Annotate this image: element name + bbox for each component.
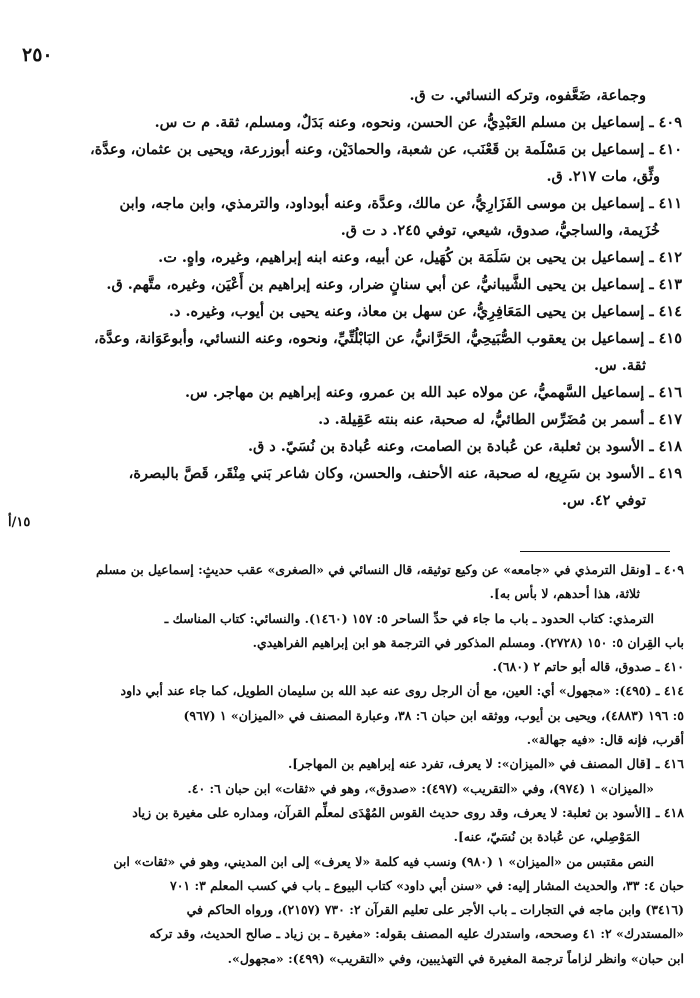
footnote-line: المَوْصِلي، عن عُبادة بن نُسَيّ، عنه]. (453, 829, 640, 845)
footnote-line: ٤٠٩ ـ [ونقل الترمذي في «جامعه» عن وكيع توثيقه، قال النسائي في «الصغرى» عقب حديثٍ: إسماعيل بن مسلم (96, 562, 684, 577)
entry-line: خُزَيمة، والساجيُّ، صدوق، شيعي، توفي ٢٤٥. د ت ق. (340, 222, 660, 239)
footnote-line: «الميزان» ١ (٩٧٤)، وفي «التقريب» (٤٩٧): «صدوق»، وهو في «ثقات» ابن حبان ٦: ٤٠. (187, 780, 654, 796)
page-number: ٢٥٠ (22, 44, 53, 66)
entry-line: ٤١٠ ـ إسماعيل بن مَسْلَمة بن قَعْنَب، عن شعبة، والحمادَيْن، وعنه أبوزرعة، ويحيى بن عثمان، وعدَّة، (90, 141, 682, 158)
entry-line: ٤١٤ ـ إسماعيل بن يحيى المَعَافِرِيُّ، عن سهل بن معاذ، وعنه يحيى بن أيوب، وغيره. د. (168, 303, 682, 320)
entry-line: ٤١٧ ـ أسمر بن مُضَرِّس الطائيُّ، له صحبة، عنه بنته عَقِيلة. د. (318, 411, 682, 428)
entry-line: وثِّق، مات ٢١٧. ق. (546, 168, 660, 185)
entry-line: ٤١٣ ـ إسماعيل بن يحيى الشَّيبانيُّ، عن أبي سنانٍ ضرار، وعنه إبراهيم بن أَعْيَن، وغيره، متَّهم. ق. (106, 276, 682, 293)
entry-line: ٤١٢ ـ إسماعيل بن يحيى بن سَلَمَة بن كُهَيل، عن أبيه، وعنه ابنه إبراهيم، وغيره، واهٍ. ت. (158, 249, 682, 266)
footnote-line: ٤١٦ ـ [قال المصنف في «الميزان»: لا يعرف، تفرد عنه إبراهيم بن المهاجر]. (287, 756, 684, 772)
footnote-line: ٥: ١٩٦ (٤٨٨٣)، ويحيى بن أيوب، ووثقه ابن حبان ٦: ٣٨، وعبارة المصنف في «الميزان» ١ (٩٦٧) (183, 707, 684, 723)
entry-line: ٤٠٩ ـ إسماعيل بن مسلم العَبْدِيُّ، عن الحسن، ونحوه، وعنه بَدَلٌ، ومسلم، ثقة. م ت س. (154, 114, 682, 131)
entry-line: توفي ٤٢. س. (561, 492, 646, 509)
entry-line: ٤١٨ ـ الأسود بن ثعلبة، عن عُبادة بن الصامت، وعنه عُبادة بن نُسَيّ. د ق. (247, 438, 682, 455)
footnote-line: باب القِران ٥: ١٥٠ (٢٧٢٨). ومسلم المذكور في الترجمة هو ابن إبراهيم الفراهيدي. (252, 634, 684, 650)
footnote-line: «المستدرك» ٢: ٤١ وصححه، واستدرك عليه المصنف بقوله: «مغيرة ـ بن زياد ـ صالح الحديث، وقد تركه (149, 926, 684, 942)
footnote-line: حبان ٤: ٣٣، والحديث المشار إليه: في «سنن أبي داود» كتاب البيوع ـ باب في كسب المعلم ٣: ٧٠١ (169, 877, 684, 893)
manuscript-folio-marker: ١٥/أ (8, 515, 31, 530)
footnote-line: أقرب، فإنه قال: «فيه جهالة». (526, 732, 684, 748)
footnote-line: ٤١٨ ـ [الأسود بن ثعلبة: لا يعرف، وقد روى حديث القوس المُهْدَى لمعلِّم القرآن، ومداره على مغيرة بن زياد (132, 804, 684, 820)
footnote-line: الترمذي: كتاب الحدود ـ باب ما جاء في حدِّ الساحر ٥: ١٥٧ (١٤٦٠). والنسائي: كتاب المناسك ـ (164, 610, 654, 626)
footnotes (6, 558, 684, 971)
footnote-line: ابن حبان» وانظر لزاماً ترجمة المغيرة في التهذيبين، وفي «التقريب» (٤٩٩): «مجهول». (227, 950, 684, 966)
entry-line: ٤١٩ ـ الأسود بن سَرِيع، له صحبة، عنه الأحنف، والحسن، وكان شاعر بَني مِنْقَر، قَصَّ بالبصرة، (128, 465, 682, 482)
footnote-line: (٣٤١٦) وابن ماجه في التجارات ـ باب الأجر على تعليم القرآن ٢: ٧٣٠ (٢١٥٧)، ورواه الحاكم في (186, 902, 684, 918)
footnote-divider (520, 551, 670, 552)
footnote-line: ٤١٤ ـ (٤٩٥): «مجهول» أي: العين، مع أن الرجل روى عنه عبد الله بن سليمان الطويل، كما جاء عند أبي داود (120, 683, 684, 699)
entry-line: ثقة. س. (594, 357, 646, 374)
footnote-line: ثلاثة، هذا أحدهم، لا بأس به]. (489, 586, 640, 602)
footnote-line: النص مقتبس من «الميزان» ١ (٩٨٠) ونسب فيه كلمة «لا يعرف» إلى ابن المديني، وهو في «ثقات» ابن (113, 853, 654, 869)
main-text (6, 82, 682, 514)
entry-line: وجماعة، ضَعَّفوه، وتركه النسائي. ت ق. (409, 87, 646, 104)
entry-line: ٤١٥ ـ إسماعيل بن يعقوب الصُّبَيحِيُّ، الحَرَّانيُّ، عن البَابْلُتِّيِّ، ونحوه، وعنه النسائي، وأبوعَوَانة، وعدَّة، (94, 330, 682, 347)
footnote-line: ٤١٠ ـ صدوق، قاله أبو حاتم ٢ (٦٨٠). (492, 659, 684, 675)
entry-line: ٤١٦ ـ إسماعيل السَّهميُّ، عن مولاه عبد الله بن عمرو، وعنه إبراهيم بن مهاجر. س. (184, 384, 682, 401)
entry-line: ٤١١ ـ إسماعيل بن موسى الفَزَارِيُّ، عن مالك، وعدَّة، وعنه أبوداود، والترمذي، وابن ماجه، وابن (119, 195, 682, 212)
